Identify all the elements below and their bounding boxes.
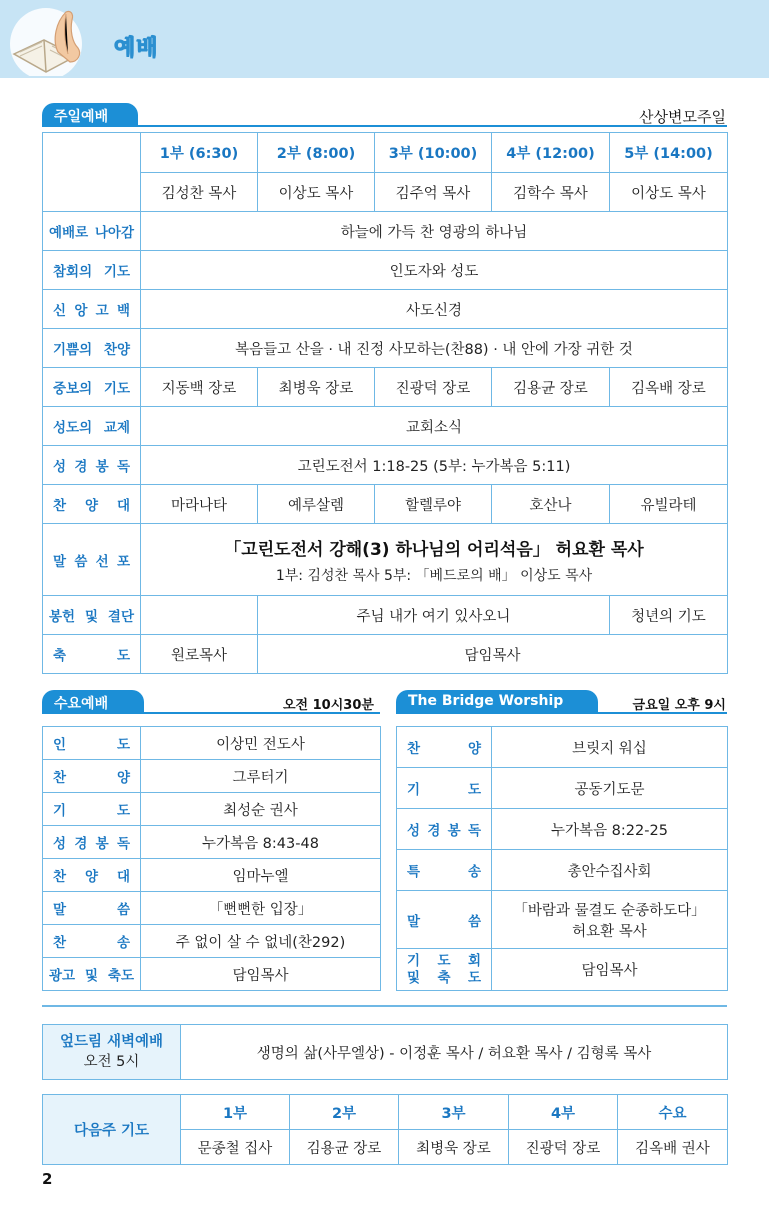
service-pastor: 김성찬 목사 <box>141 173 258 212</box>
row-value: 총안수집사회 <box>492 850 728 891</box>
blank-corner <box>43 133 141 212</box>
row-value: 공동기도문 <box>492 768 728 809</box>
next-prayer-head: 3부 <box>399 1095 509 1130</box>
sermon-sub: 1부: 김성찬 목사 5부: 「베드로의 배」 이상도 목사 <box>275 567 593 584</box>
row-value: 할렐루야 <box>375 485 492 524</box>
wednesday-tab-label: 수요예배 <box>54 696 109 712</box>
row-value: 브릿지 워십 <box>492 727 728 768</box>
dawn-table <box>42 1024 728 1080</box>
row-value: 임마누엘 <box>141 859 381 892</box>
row-value: 원로목사 <box>141 635 258 674</box>
row-value: 복음들고 산을 · 내 진정 사모하는(찬88) · 내 안에 가장 귀한 것 <box>141 329 728 368</box>
section-divider <box>42 1005 727 1007</box>
row-label: 중보의 기도 <box>43 368 141 407</box>
row-label: 예배로 나아감 <box>43 212 141 251</box>
row-value: 그루터기 <box>141 760 381 793</box>
next-prayer-name: 진광덕 장로 <box>509 1130 618 1165</box>
service-pastor: 김학수 목사 <box>492 173 610 212</box>
wednesday-tab <box>42 690 144 714</box>
row-label: 참회의 기도 <box>43 251 141 290</box>
row-value: 누가복음 8:22-25 <box>492 809 728 850</box>
next-prayer-name: 김옥배 권사 <box>618 1130 728 1165</box>
row-label: 성 경 봉 독 <box>397 809 492 850</box>
row-label: 찬 양 대 <box>43 859 141 892</box>
next-prayer-head: 2부 <box>290 1095 399 1130</box>
praying-hands-bible-icon <box>6 4 98 76</box>
page-number: 2 <box>42 1170 53 1188</box>
row-value: 하늘에 가득 찬 영광의 하나님 <box>141 212 728 251</box>
dawn-value: 생명의 삶(사무엘상) - 이정훈 목사 / 허요환 목사 / 김형록 목사 <box>181 1025 728 1080</box>
message-pastor: 허요환 목사 <box>572 923 647 940</box>
row-value: 최성순 권사 <box>141 793 381 826</box>
service-time: 3부 (10:00) <box>375 133 492 173</box>
bridge-table <box>396 726 728 991</box>
row-value: 김옥배 장로 <box>610 368 728 407</box>
next-prayer-label: 다음주 기도 <box>43 1095 181 1165</box>
dawn-time: 오전 5시 <box>83 1054 140 1070</box>
row-value: 담임목사 <box>141 958 381 991</box>
row-value: 담임목사 <box>492 949 728 991</box>
next-prayer-head: 수요 <box>618 1095 728 1130</box>
header-banner <box>0 0 769 78</box>
row-value: 고린도전서 1:18-25 (5부: 누가복음 5:11) <box>141 446 728 485</box>
row-label: 성도의 교제 <box>43 407 141 446</box>
row-value: 지동백 장로 <box>141 368 258 407</box>
service-pastor: 이상도 목사 <box>258 173 375 212</box>
message-title: 「바람과 물결도 순종하도다」 <box>513 902 706 919</box>
row-label: 축 도 <box>43 635 141 674</box>
sunday-tab-label: 주일예배 <box>54 109 109 125</box>
bridge-tab <box>396 690 598 714</box>
row-label: 말 씀 선 포 <box>43 524 141 596</box>
sunday-note: 산상변모주일 <box>639 108 726 126</box>
row-value: 김용균 장로 <box>492 368 610 407</box>
next-prayer-head: 1부 <box>181 1095 290 1130</box>
service-time: 2부 (8:00) <box>258 133 375 173</box>
row-label: 신 앙 고 백 <box>43 290 141 329</box>
service-time: 4부 (12:00) <box>492 133 610 173</box>
service-time: 5부 (14:00) <box>610 133 728 173</box>
row-value: 최병욱 장로 <box>258 368 375 407</box>
row-label: 특 송 <box>397 850 492 891</box>
row-label: 인 도 <box>43 727 141 760</box>
row-value: 진광덕 장로 <box>375 368 492 407</box>
row-label: 및 축 도 <box>407 969 481 986</box>
next-prayer-name: 문종철 집사 <box>181 1130 290 1165</box>
row-value: 누가복음 8:43-48 <box>141 826 381 859</box>
dawn-label-cell <box>43 1025 181 1080</box>
row-label: 봉헌 및 결단 <box>43 596 141 635</box>
next-prayer-head: 4부 <box>509 1095 618 1130</box>
row-label: 찬 송 <box>43 925 141 958</box>
message-cell <box>492 891 728 949</box>
row-value: 청년의 기도 <box>610 596 728 635</box>
sunday-table <box>42 132 728 674</box>
row-label: 광고 및 축도 <box>43 958 141 991</box>
row-value: 유빌라테 <box>610 485 728 524</box>
service-time: 1부 (6:30) <box>141 133 258 173</box>
row-label: 기 도 회 <box>407 952 481 969</box>
next-prayer-name: 김용균 장로 <box>290 1130 399 1165</box>
row-label: 기 도 <box>43 793 141 826</box>
row-value: 인도자와 성도 <box>141 251 728 290</box>
sermon-cell <box>141 524 728 596</box>
row-value: 호산나 <box>492 485 610 524</box>
dawn-label: 엎드림 새벽예배 <box>59 1034 164 1050</box>
row-label: 말 씀 <box>397 891 492 949</box>
service-pastor: 김주억 목사 <box>375 173 492 212</box>
row-label: 찬 양 <box>43 760 141 793</box>
row-value-blank <box>141 596 258 635</box>
bridge-tab-label: The Bridge Worship <box>408 693 564 709</box>
row-label-two-line <box>397 949 492 991</box>
next-prayer-name: 최병욱 장로 <box>399 1130 509 1165</box>
wednesday-table <box>42 726 381 991</box>
row-value: 사도신경 <box>141 290 728 329</box>
wednesday-note: 오전 10시30분 <box>283 698 374 713</box>
row-value: 예루살렘 <box>258 485 375 524</box>
row-value: 담임목사 <box>258 635 728 674</box>
row-value: 이상민 전도사 <box>141 727 381 760</box>
row-label: 찬 양 <box>397 727 492 768</box>
row-value: 주님 내가 여기 있사오니 <box>258 596 610 635</box>
sunday-tab-line <box>42 125 727 127</box>
row-label: 성 경 봉 독 <box>43 826 141 859</box>
service-pastor: 이상도 목사 <box>610 173 728 212</box>
page-title: 예배 <box>114 36 159 61</box>
bridge-note: 금요일 오후 9시 <box>632 698 726 713</box>
row-value: 교회소식 <box>141 407 728 446</box>
sunday-tab <box>42 103 138 127</box>
row-label: 성 경 봉 독 <box>43 446 141 485</box>
row-label: 찬 양 대 <box>43 485 141 524</box>
row-value: 「뻔뻔한 입장」 <box>141 892 381 925</box>
sermon-title: 「고린도전서 강해(3) 하나님의 어리석음」 허요환 목사 <box>224 539 644 560</box>
row-value: 마라나타 <box>141 485 258 524</box>
next-prayer-table <box>42 1094 728 1165</box>
row-label: 기 도 <box>397 768 492 809</box>
row-label: 말 씀 <box>43 892 141 925</box>
row-label: 기쁨의 찬양 <box>43 329 141 368</box>
row-value: 주 없이 살 수 없네(찬292) <box>141 925 381 958</box>
